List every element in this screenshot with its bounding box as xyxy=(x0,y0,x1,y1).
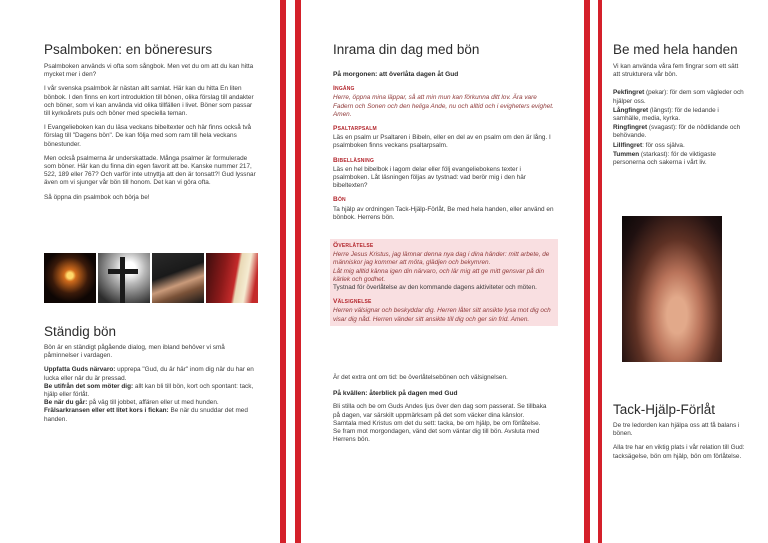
paragraph: Bli stilla och be om Guds Andes ljus över den dag som passerat. Se tillbaka på dagen, var särskilt uppmärksam på det som väcker dina känslor. xyxy=(333,403,547,419)
prayer-text: Herre, öppna mina läppar, så att min mun kan förkunna ditt lov. Ära vare Fadern och Sonen och den heliga Ande, nu och alltid och i evigheters evighet. Amen. xyxy=(333,94,554,118)
section-title: Ständig bön xyxy=(44,324,117,339)
prayer-text: Herre Jesus Kristus, jag lämnar denna nya dag i dina händer: mitt arbete, de människor jag kommer att möta, glädjen och bekymren. xyxy=(333,251,550,267)
cross-photo xyxy=(98,253,150,303)
paragraph: I Evangelieboken kan du läsa veckans bibeltexter och här finns också två förslag till "Dagens bön". De kan följa med som ram till hela veckans bönestunder. xyxy=(44,124,252,148)
panel-title: Be med hela handen xyxy=(613,42,738,57)
prayer-tip: Be utifrån det som möter dig: allt kan bli till bön, kort och spontant: tack, hjälp eller förlåt. xyxy=(44,382,254,399)
section-heading: Välsignelse xyxy=(333,298,372,306)
finger-item: Tummen (starkast): för de viktigaste personerna och sakerna i vårt liv. xyxy=(613,150,716,167)
section-heading: Överlåtelse xyxy=(333,242,374,249)
section-title: Tack-Hjälp-Förlåt xyxy=(613,402,716,417)
finger-item: Lillfingret: för oss själva. xyxy=(613,141,685,149)
paragraph: Läs en hel bibelbok i lagom delar eller följ evangeliebokens texter i psalmboken. Låt läsningen följas av tystnad: vad berör mig i den här bibeltexten? xyxy=(333,165,526,190)
paragraph: Är det extra ont om tid: be överlåtelsebönen och välsignelsen. xyxy=(333,374,508,381)
section-heading: Psaltarpsalm xyxy=(333,125,377,133)
paragraph: Se fram mot morgondagen, vänd det som väntar dig till bön. Avsluta med Herrens bön. xyxy=(333,428,540,444)
paragraph: Så öppna din psalmbok och börja be! xyxy=(44,193,150,201)
finger-item: Pekfingret (pekar): för dem som vägleder och hjälper oss. xyxy=(613,89,744,105)
panel-title: Inrama din dag med bön xyxy=(333,42,480,57)
prayer-tip: Be när du går: på väg till jobbet, affären eller ut med hunden. xyxy=(44,399,219,407)
red-stripe xyxy=(280,0,286,543)
red-stripe xyxy=(584,0,590,543)
paragraph: Men också psalmerna är underskattade. Många psalmer är formulerade som böner. Här kan du finna din egen favorit att be. Kanske nummer 217, 522, 189 eller 767? Och varför inte utnyttja att den är tonsatt?! Gud lyssnar även om vi sjunger vår bön till honom. Det kan vi göra ofta. xyxy=(44,154,256,187)
prayer-tip: Uppfatta Guds närvaro: upprepa "Gud, du är här" inom dig när du har en lucka eller när du är pressad. xyxy=(44,366,254,382)
prayer-tip: Frälsarkransen eller ett litet kors i fickan: Be när du snuddar det med handen. xyxy=(44,407,248,423)
paragraph: Tystnad för överlåtelse av den kommande dagens aktiviteter och möten. xyxy=(333,284,537,292)
bible-photo xyxy=(206,253,258,303)
finger-item: Långfingret (längst): för de ledande i samhälle, media, kyrka. xyxy=(613,106,719,123)
red-stripe xyxy=(295,0,301,543)
intro-text: Psalmboken används vi ofta som sångbok. Men vet du om att du kan hitta mycket mer i den? xyxy=(44,63,254,79)
section-heading: Bibelläsning xyxy=(333,156,375,164)
paragraph: Ta hjälp av ordningen Tack-Hjälp-Förlåt, Be med hela handen, eller använd en bönbok. Herrens bön. xyxy=(333,205,554,221)
prayer-text: Låt mig alltid känna igen din närvaro, och lär mig att ge mitt gensvar på din kärlek och godhet. xyxy=(333,267,545,283)
paragraph: Alla tre har en viktig plats i vår relation till Gud: tacksägelse, bön om hjälp, bön om förlåtelse. xyxy=(613,444,745,460)
section-heading: Bön xyxy=(333,196,346,204)
section-heading: Ingång xyxy=(333,85,355,93)
candle-photo xyxy=(44,253,96,303)
photo-strip xyxy=(44,253,258,303)
prayer-text: Herren välsignar och beskyddar dig. Herren låter sitt ansikte lysa mot dig och visar dig nåd. Herren vänder sitt ansikte till dig och ger sin frid. Amen. xyxy=(333,307,551,323)
paragraph: Bön är en ständigt pågående dialog, men ibland behöver vi små påminnelser i vardagen. xyxy=(44,344,225,360)
highlight-box xyxy=(330,239,558,326)
subheading-morning: På morgonen: att överlåta dagen åt Gud xyxy=(333,71,459,78)
paragraph: I vår svenska psalmbok är nästan allt samlat. Här kan du hitta En liten bönbok. I den finns en kort introduktion till bönen, olika förslag till andakter och böner, som vi kan använda vid olika tillfällen i livet. Böner som passar till kyrkoårets puls och böner med speciella teman. xyxy=(44,85,254,118)
open-hand-photo xyxy=(622,216,722,362)
finger-item: Ringfingret (svagast): för de nödlidande och behövande. xyxy=(613,124,741,140)
hand-photo xyxy=(152,253,204,303)
paragraph: De tre ledorden kan hjälpa oss att få balans i bönen. xyxy=(613,422,740,438)
panel-title: Psalmboken: en böneresurs xyxy=(44,42,213,57)
intro-text: Vi kan använda våra fem fingrar som ett sätt att strukturera vår bön. xyxy=(613,63,739,79)
paragraph: Läs en psalm ur Psaltaren i Bibeln, eller en del av en psalm om den är lång. I psalmboken finns veckans psaltarpsalm. xyxy=(333,134,551,150)
paragraph: Samtala med Kristus om det du sett: tacka, be om hjälp, be om förlåtelse. xyxy=(333,419,541,427)
subheading-evening: På kvällen: återblick på dagen med Gud xyxy=(333,390,458,398)
red-stripe xyxy=(598,0,602,543)
